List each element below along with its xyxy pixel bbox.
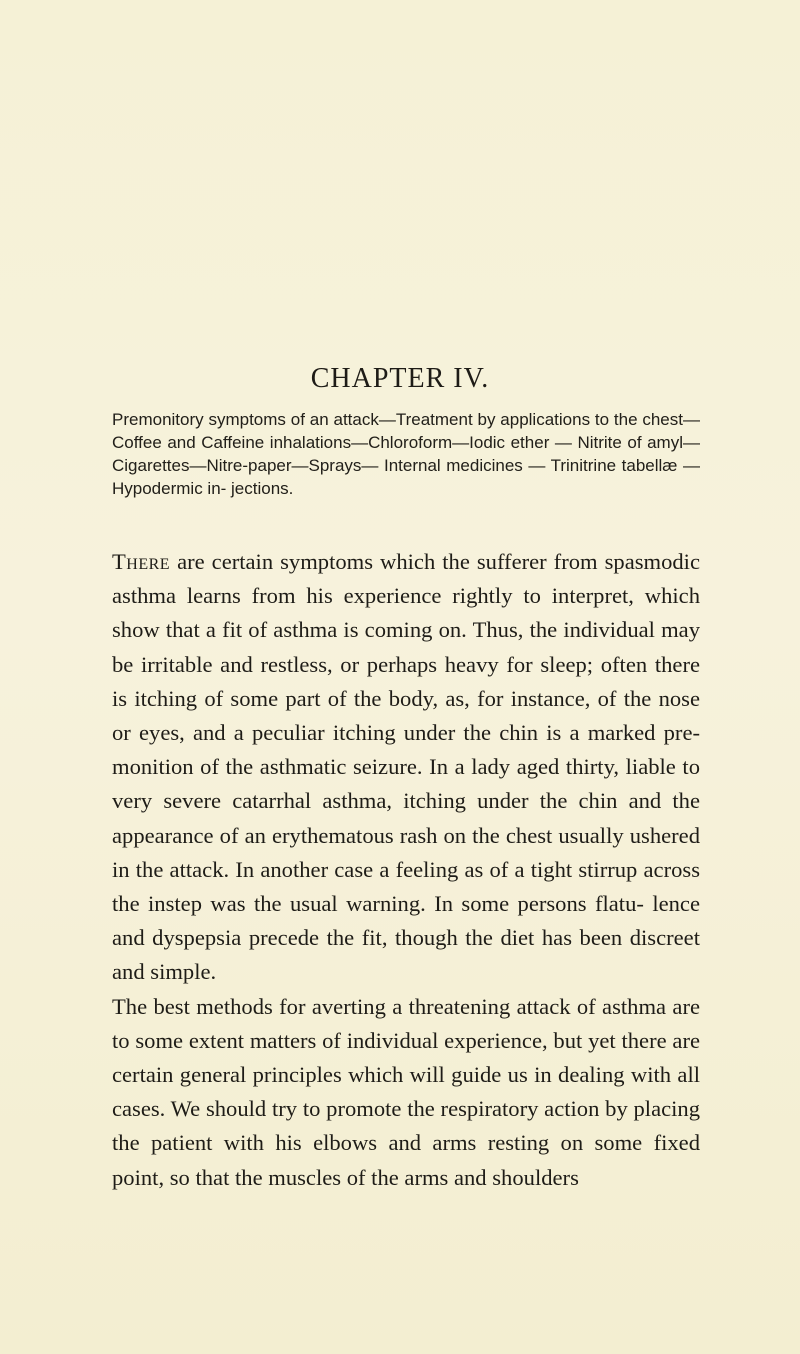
paragraph-2: The best methods for averting a threatening attack of asthma are to some extent matters of individual experience, but yet there are certain general principles which will guide us in dealing with all cases. We should try to promote the respiratory action by placing the patient with his elbows and arms resting on some fixed point, so that the muscles of the arms and shoulders	[112, 993, 700, 1190]
paragraph-1-text: are certain symptoms which the sufferer from spasmodic asthma learns from his experience rightly to interpret, which show that a fit of asthma is coming on. Thus, the individual may be irritable and restless, or perhaps heavy for sleep; often there is itching of some part of the body, as, for instance, of the nose or eyes, and a peculiar itching under the chin is a marked pre- monition of the asthmatic seizure. In a lady aged thirty, liable to very severe catarrhal asthma, itching under the chin and the appearance of an erythematous rash on the chest usually ushered in the attack. In another case a feeling as of a tight stirrup across the instep was the usual warning. In some persons flatu- lence and dyspepsia precede the fit, though the diet has been discreet and simple.	[112, 549, 700, 985]
chapter-title: CHAPTER IV.	[310, 363, 490, 394]
chapter-summary: Premonitory symptoms of an attack—Treatment by applications to the chest—Coffee and Caffeine inhalations—Chloroform—Iodic ether — Nitrite of amyl—Cigarettes—Nitre-paper—Sprays— Internal medicines — Trinitrine tabellæ — Hypodermic in- jections.	[112, 410, 700, 498]
paragraph-1	[112, 545, 700, 990]
chapter-body	[112, 545, 700, 1195]
paragraph-1-lead-word: There	[112, 549, 171, 574]
